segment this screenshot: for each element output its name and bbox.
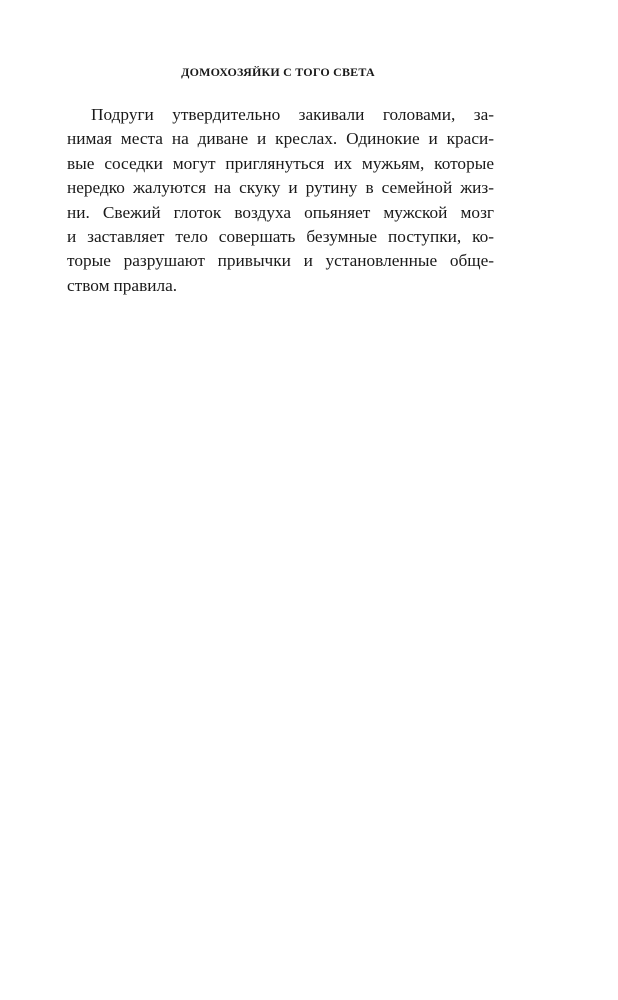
paragraph-line: ни. Свежий глоток воздуха опьяняет мужской мозг <box>67 202 494 222</box>
paragraph-line: ством правила. <box>67 275 178 295</box>
paragraph-line: Подруги утвердительно закивали головами, за- <box>91 105 494 124</box>
body-paragraph <box>67 103 494 298</box>
running-head <box>0 64 618 80</box>
paragraph-line: и заставляет тело совершать безумные поступки, ко- <box>67 226 494 246</box>
paragraph-line: нередко жалуются на скуку и рутину в семейной жиз- <box>67 178 494 198</box>
paragraph-line: вые соседки могут приглянуться их мужьям, которые <box>67 153 494 173</box>
paragraph-line: нимая места на диване и креслах. Одинокие и краси- <box>67 129 494 149</box>
running-head-text: ДОМОХОЗЯЙКИ С ТОГО СВЕТА <box>181 65 375 79</box>
paragraph-line: торые разрушают привычки и установленные обще- <box>67 251 494 271</box>
